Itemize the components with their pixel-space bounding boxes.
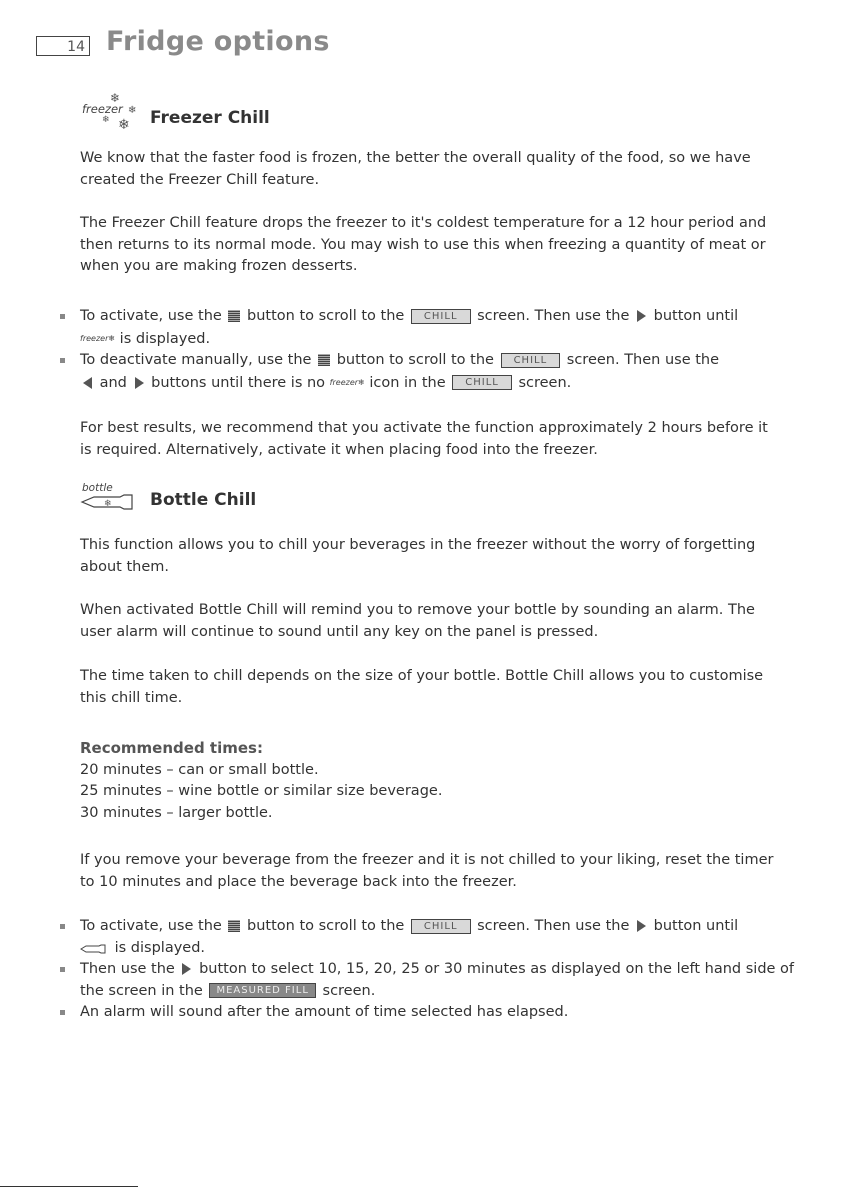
chill-screen-label: CHILL <box>411 919 471 934</box>
right-arrow-icon <box>637 920 646 932</box>
list-item: 20 minutes – can or small bottle. <box>80 761 319 778</box>
svg-text:❄: ❄ <box>104 499 112 509</box>
bottle-chill-alarm: When activated Bottle Chill will remind you to remove your bottle by sounding an alarm. The user alarm will continue to sound until any key on the panel is pressed. <box>80 602 755 640</box>
freezer-chill-small-icon: freezer❄ <box>329 377 365 387</box>
list-item: Then use the button to select 10, 15, 20, 25 or 30 minutes as displayed on the left hand side of the screen in the MEASURED FILL screen. <box>58 959 798 1002</box>
measured-fill-screen-label: MEASURED FILL <box>209 983 315 998</box>
freezer-chill-tip: For best results, we recommend that you activate the function approximately 2 hours before it is required. Alternatively, activate it when placing food into the freezer. <box>80 420 768 458</box>
chill-screen-label: CHILL <box>411 309 471 324</box>
menu-button-icon <box>318 354 330 366</box>
right-arrow-icon <box>182 963 191 975</box>
bottle-chill-heading <box>80 482 256 512</box>
recommended-times <box>80 738 780 824</box>
menu-button-icon <box>228 920 240 932</box>
freezer-chill-title: Freezer Chill <box>150 108 270 128</box>
page-number: 14 <box>36 36 90 56</box>
bottle-chill-intro: This function allows you to chill your beverages in the freezer without the worry of forgetting about them. <box>80 537 756 575</box>
freezer-chill-heading <box>80 92 270 132</box>
footer-rule <box>0 1186 138 1187</box>
freezer-chill-description: The Freezer Chill feature drops the freezer to it's coldest temperature for a 12 hour period and then returns to its normal mode. You may wish to use this when freezing a quantity of meat or when you are making frozen desserts. <box>80 215 767 274</box>
list-item: 25 minutes – wine bottle or similar size beverage. <box>80 783 443 799</box>
freezer-chill-intro: We know that the faster food is frozen, the better the overall quality of the food, so we have created the Freezer Chill feature. <box>80 150 751 188</box>
page-title: Fridge options <box>106 26 330 57</box>
bottle-chill-icon: bottle ❄ <box>80 482 142 512</box>
right-arrow-icon <box>637 310 646 322</box>
bottle-chill-time: The time taken to chill depends on the size of your bottle. Bottle Chill allows you to customise this chill time. <box>80 668 764 706</box>
right-arrow-icon <box>135 377 144 389</box>
list-item: To activate, use the button to scroll to the CHILL screen. Then use the button until freezer❄ is displayed. <box>58 306 798 350</box>
menu-button-icon <box>228 310 240 322</box>
freezer-chill-steps <box>58 306 798 394</box>
list-item: An alarm will sound after the amount of time selected has elapsed. <box>58 1002 798 1024</box>
list-item: 30 minutes – larger bottle. <box>80 804 273 821</box>
bottle-chill-steps <box>58 916 798 1024</box>
bottle-chill-title: Bottle Chill <box>150 490 257 510</box>
chill-screen-label: CHILL <box>501 353 561 368</box>
chill-screen-label: CHILL <box>452 375 512 390</box>
freezer-chill-small-icon: freezer❄ <box>80 333 116 343</box>
freezer-chill-icon: freezer ❄ ❄ ❄ ❄ <box>82 91 137 133</box>
left-arrow-icon <box>83 377 92 389</box>
list-item: To activate, use the button to scroll to the CHILL screen. Then use the button until is displayed. <box>58 916 798 959</box>
bottle-chill-reset-tip: If you remove your beverage from the freezer and it is not chilled to your liking, reset the timer to 10 minutes and place the beverage back into the freezer. <box>80 852 774 890</box>
bottle-chill-small-icon <box>80 941 110 955</box>
list-item: To deactivate manually, use the button to scroll to the CHILL screen. Then use the and buttons until there is no freezer❄ icon in the CHILL screen. <box>58 350 798 394</box>
recommended-times-heading: Recommended times: <box>80 739 263 757</box>
